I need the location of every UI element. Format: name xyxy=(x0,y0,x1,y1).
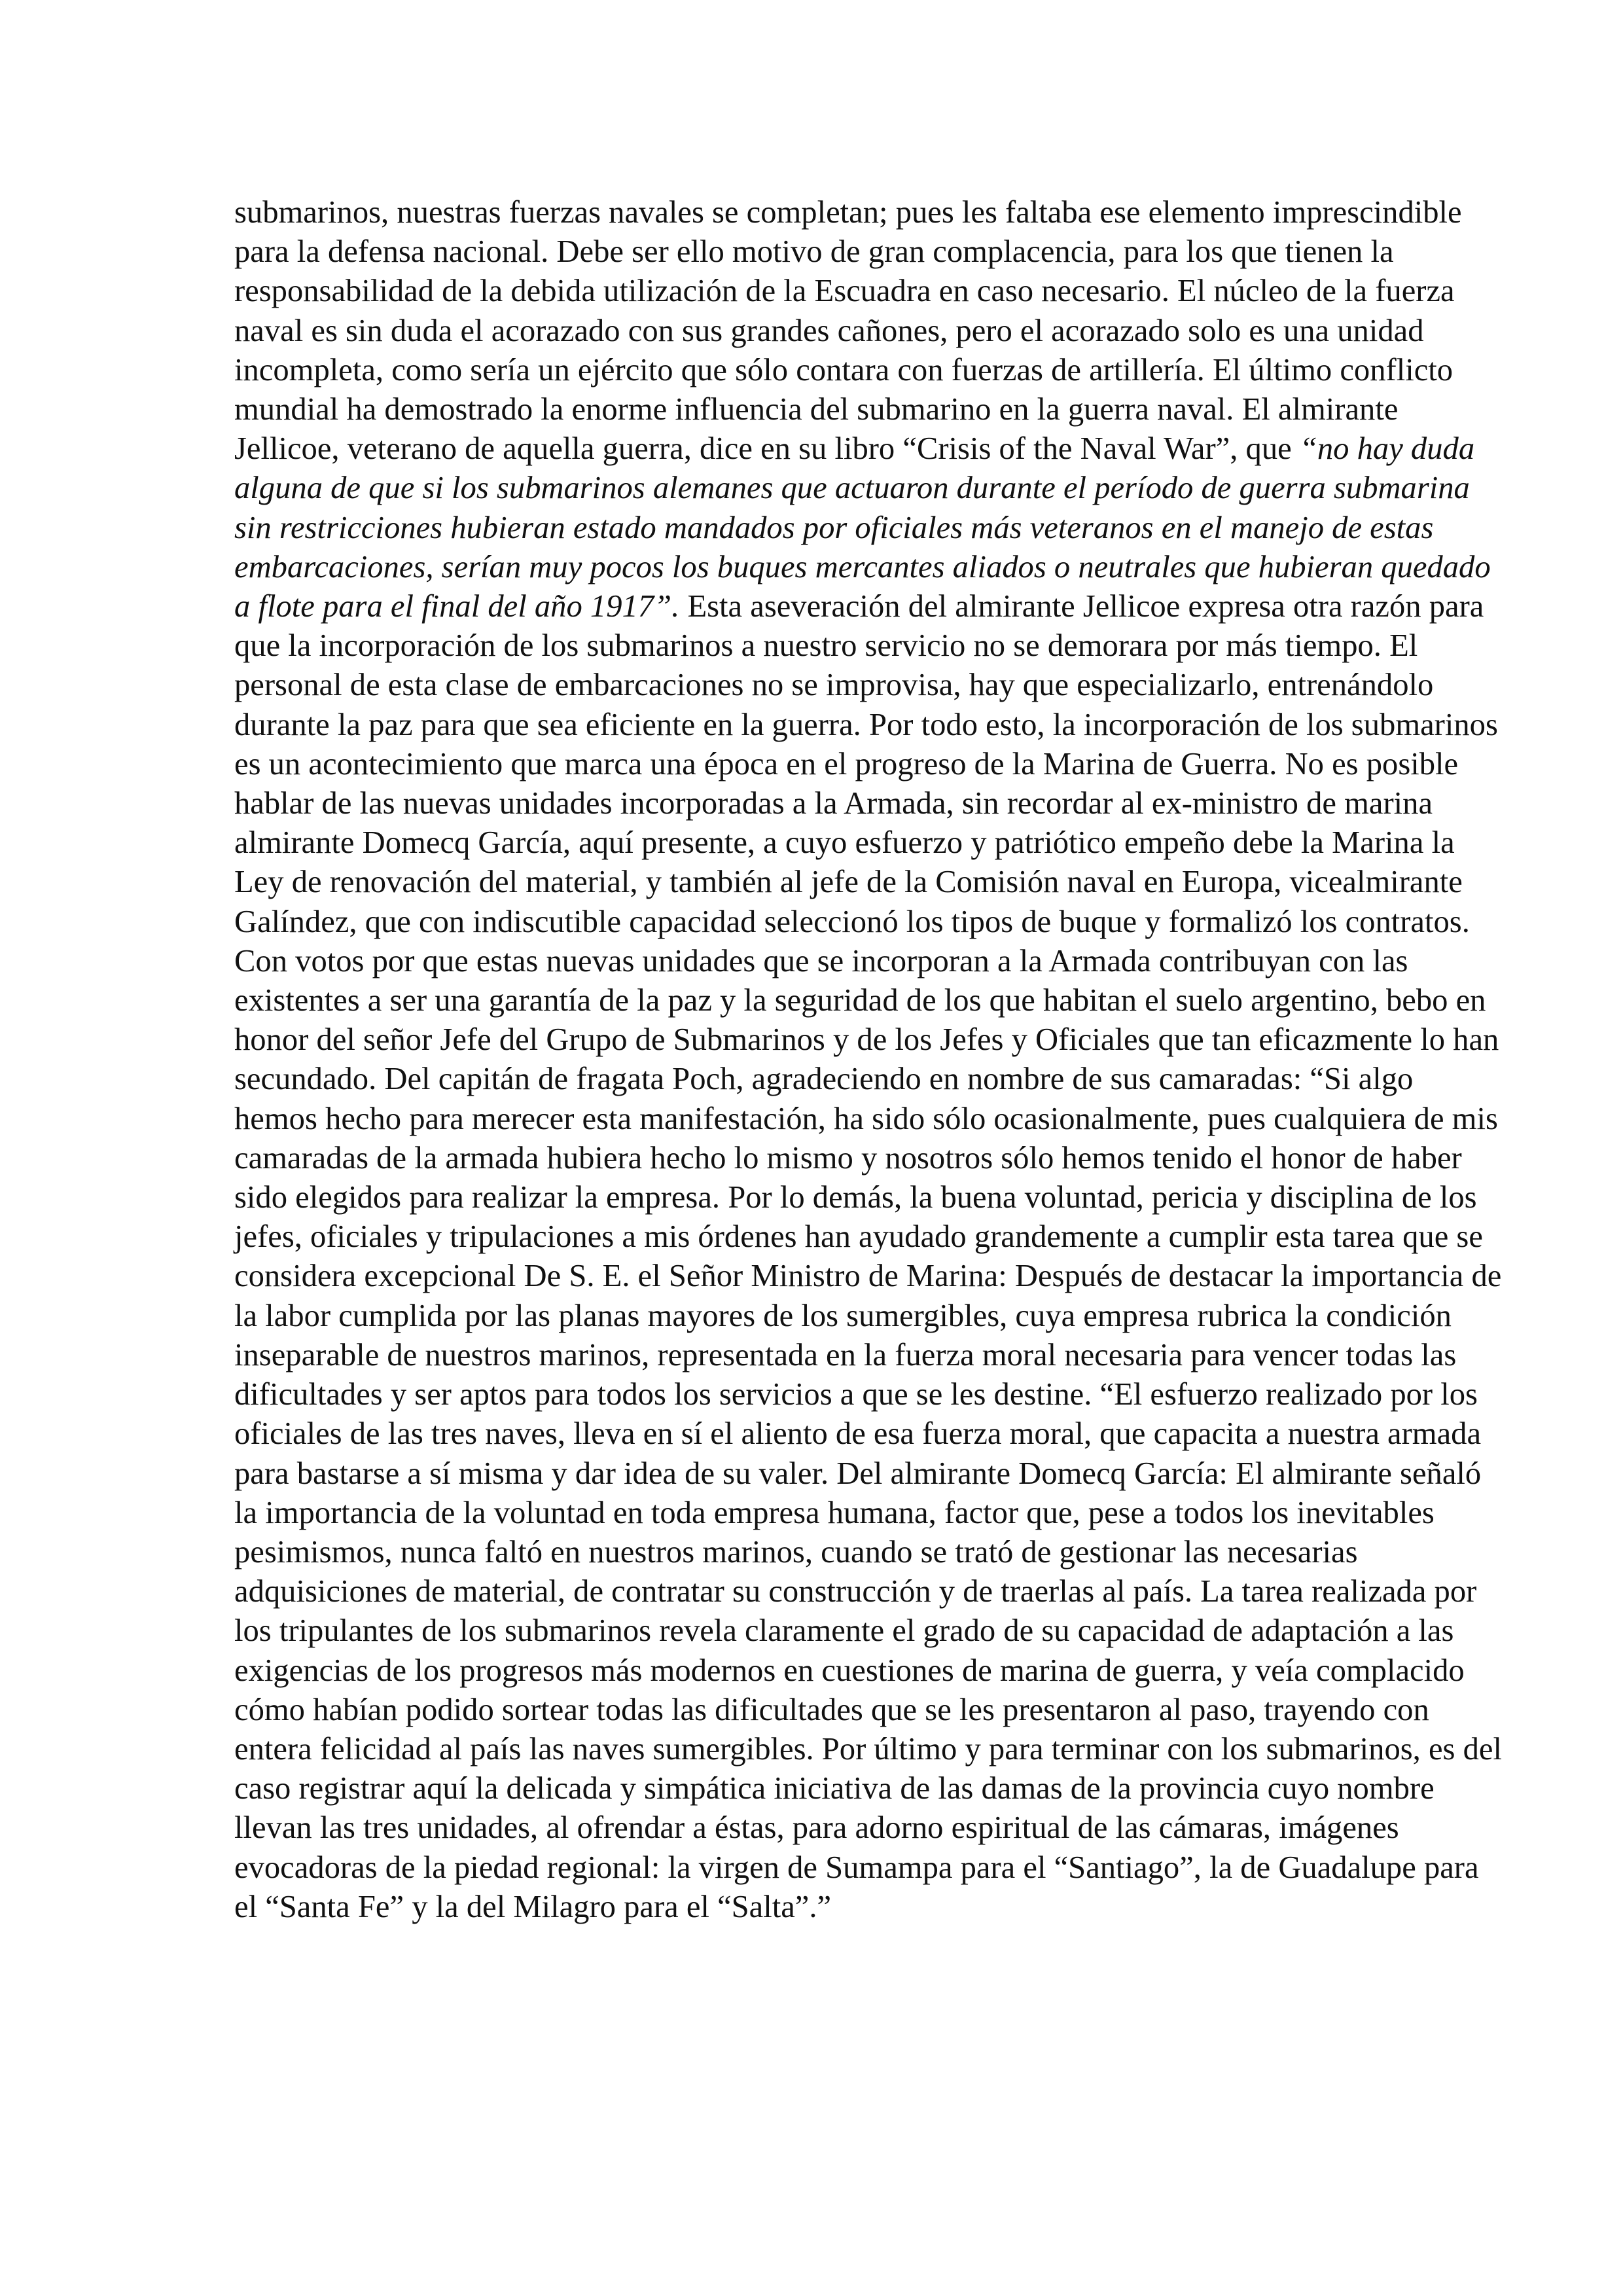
paragraph-text: Esta aseveración del almirante Jellicoe expresa otra razón para que la incorporación de los submarinos a nuestro servicio no se demorara por más tiempo. El personal de esta clase de embarcaciones no se improvisa, hay que especializarlo, entrenándolo durante la paz para que sea eficiente en la guerra. Por todo esto, la incorporación de los submarinos es un acontecimiento que marca una época en el progreso de la Marina de Guerra. No es posible hablar de las nuevas unidades incorporadas a la Armada, sin recordar al ex-ministro de marina almirante Domecq García, aquí presente, a cuyo esfuerzo y patriótico empeño debe la Marina la Ley de renovación del material, y también al jefe de la Comisión naval en Europa, vicealmirante Galíndez, que con indiscutible capacidad seleccionó los tipos de buque y formalizó los contratos. xyxy=(234,588,1498,939)
italic-quotation: “no hay duda alguna de que si los submarinos alemanes que actuaron durante el período de guerra submarina sin restricciones hubieran estado mandados por oficiales más veteranos en el manejo de estas embarcaciones, serían muy pocos los buques mercantes aliados o neutrales que hubieran quedado a flote para el final del año 1917”. xyxy=(234,431,1491,624)
paragraph xyxy=(234,192,1504,941)
body-text xyxy=(234,192,1504,1926)
paragraph-text: Con votos por que estas nuevas unidades que se incorporan a la Armada contribuyan con las existentes a ser una garantía de la paz y la seguridad de los que habitan el suelo argentino, bebo en honor del señor Jefe del Grupo de Submarinos y de los Jefes y Oficiales que tan eficazmente lo han secundado. Del capitán de fragata Poch, agradeciendo en nombre de sus camaradas: “Si algo hemos hecho para merecer esta manifestación, ha sido sólo ocasionalmente, pues cualquiera de mis camaradas de la armada hubiera hecho lo mismo y nosotros sólo hemos tenido el honor de haber sido elegidos para realizar la empresa. Por lo demás, la buena voluntad, pericia y disciplina de los jefes, oficiales y tripulaciones a mis órdenes han ayudado grandemente a cumplir esta tarea que se considera excepcional De S. E. el Señor Ministro de Marina: Después de destacar la importancia de la labor cumplida por las planas mayores de los sumergibles, cuya empresa rubrica la condición inseparable de nuestros marinos, representada en la fuerza moral necesaria para vencer todas las dificultades y ser aptos para todos los servicios a que se les destine. “El esfuerzo realizado por los oficiales de las tres naves, lleva en sí el aliento de esa fuerza moral, que capacita a nuestra armada para bastarse a sí misma y dar idea de su valer. Del almirante Domecq García: El almirante señaló la importancia de la voluntad en toda empresa humana, factor que, pese a todos los inevitables pesimismos, nunca faltó en nuestros marinos, cuando se trató de gestionar las necesarias adquisiciones de material, de contratar su construcción y de traerlas al país. La tarea realizada por los tripulantes de los submarinos revela claramente el grado de su capacidad de adaptación a las exigencias de los progresos más modernos en cuestiones de marina de guerra, y veía complacido cómo habían podido sortear todas las dificultades que se les presentaron al paso, trayendo con entera felicidad al país las naves sumergibles. Por último y para terminar con los submarinos, es del caso registrar aquí la delicada y simpática iniciativa de las damas de la provincia cuyo nombre llevan las tres unidades, al ofrendar a éstas, para adorno espiritual de las cámaras, imágenes evocadoras de la piedad regional: la virgen de Sumampa para el “Santiago”, la de Guadalupe para el “Santa Fe” y la del Milagro para el “Salta”.” xyxy=(234,942,1502,1924)
paragraph xyxy=(234,941,1504,1926)
paragraph-text: submarinos, nuestras fuerzas navales se completan; pues les faltaba ese elemento imprescindible para la defensa nacional. Debe ser ello motivo de gran complacencia, para los que tienen la responsabilidad de la debida utilización de la Escuadra en caso necesario. El núcleo de la fuerza naval es sin duda el acorazado con sus grandes cañones, pero el acorazado solo es una unidad incompleta, como sería un ejército que sólo contara con fuerzas de artillería. El último conflicto mundial ha demostrado la enorme influencia del submarino en la guerra naval. El almirante Jellicoe, veterano de aquella guerra, dice en su libro “Crisis of the Naval War”, que xyxy=(234,194,1462,467)
